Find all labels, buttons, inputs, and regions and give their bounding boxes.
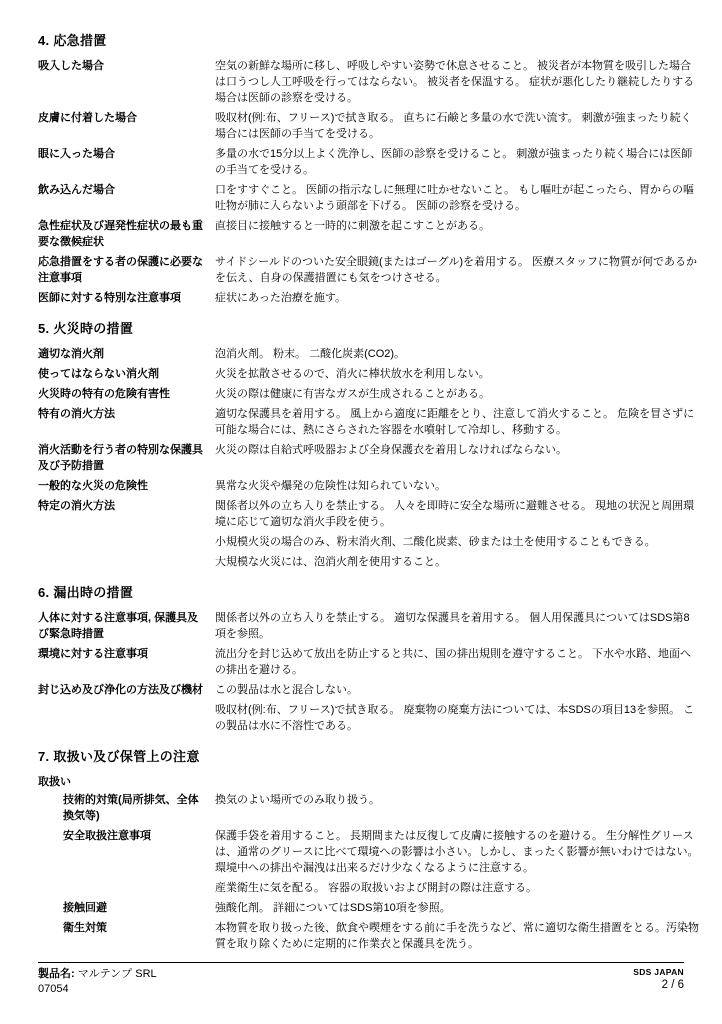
field-row — [38, 682, 700, 734]
field-row — [38, 366, 700, 382]
field-value — [215, 442, 700, 458]
field-value — [215, 110, 700, 142]
field-paragraph: 火災の際は自給式呼吸器および全身保護衣を着用しなければならない。 — [215, 444, 567, 456]
field-row — [38, 498, 700, 570]
field-row — [38, 346, 700, 362]
field-label: 吸入した場合 — [38, 60, 104, 72]
footer-brand: SDS JAPAN — [633, 967, 684, 977]
field-label: 医師に対する特別な注意事項 — [38, 292, 181, 304]
field-row — [38, 290, 700, 306]
field-paragraph: 流出分を封じ込めて放出を防止すると共に、国の排出規則を遵守すること。 下水や水路、地面への排出を避ける。 — [215, 648, 692, 676]
field-row — [38, 254, 700, 286]
page-number: 2 / 6 — [661, 979, 684, 991]
field-paragraph: 強酸化剤。 詳細についてはSDS第10項を参照。 — [215, 902, 451, 914]
product-code: 07054 — [38, 983, 69, 995]
field-value — [215, 646, 700, 678]
sds-section — [38, 318, 700, 570]
field-label: 接触回避 — [63, 902, 107, 914]
field-label: 特有の消火方法 — [38, 408, 115, 420]
field-paragraph: 小規模火災の場合のみ、粉末消火剤、二酸化炭素、砂または土を使用することもできる。 — [215, 536, 656, 548]
field-label: 衛生対策 — [63, 922, 107, 934]
field-value — [215, 828, 700, 896]
sds-section — [38, 746, 700, 952]
footer-page-block — [633, 967, 684, 992]
field-paragraph: 大規模な火災には、泡消火剤を使用すること。 — [215, 556, 446, 568]
field-paragraph: 多量の水で15分以上よく洗浄し、医師の診察を受けること。 刺激が強まったり続く場合には医師の手当てを受ける。 — [215, 148, 693, 176]
field-value — [215, 792, 700, 808]
field-label: 適切な消火剤 — [38, 348, 104, 360]
field-row — [38, 610, 700, 642]
field-label: 安全取扱注意事項 — [63, 830, 151, 842]
field-row — [38, 646, 700, 678]
field-paragraph: 吸収材(例:布、フリース)で拭き取る。 直ちに石鹸と多量の水で洗い流す。 刺激が強まったり続く場合には医師の手当てを受ける。 — [215, 112, 692, 140]
field-value — [215, 498, 700, 570]
field-paragraph: 火災を拡散させるので、消火に棒状放水を利用しない。 — [215, 368, 490, 380]
section-title: 5. 火災時の措置 — [38, 321, 134, 336]
field-label: 皮膚に付着した場合 — [38, 112, 137, 124]
group-row — [38, 774, 700, 790]
field-row — [38, 920, 700, 952]
sds-sections — [38, 30, 700, 952]
field-paragraph: 産業衛生に気を配る。 容器の取扱いおよび開封の際は注意する。 — [215, 882, 538, 894]
field-value — [215, 146, 700, 178]
field-paragraph: 保護手袋を着用すること。 長期間または反復して皮膚に接触するのを避ける。 生分解性グリースは、通常のグリースに比べて環境への影響は小さい。しかし、まったく影響が無いわけではない。環境中への排出や漏洩は出来るだけ少なくなるように注意する。 — [215, 830, 699, 874]
field-row — [38, 792, 700, 824]
field-row — [38, 900, 700, 916]
field-row — [38, 828, 700, 896]
section-title: 7. 取扱い及び保管上の注意 — [38, 749, 200, 764]
field-paragraph: 適切な保護具を着用する。 風上から適度に距離をとり、注意して消火すること。 危険を冒さずに可能な場合には、熱にさらされた容器を水噴射して冷却し、移動する。 — [215, 408, 695, 436]
field-value — [215, 366, 700, 382]
field-value — [215, 610, 700, 642]
field-label: 急性症状及び遅発性症状の最も重要な徴候症状 — [38, 220, 203, 248]
field-value — [215, 478, 700, 494]
page-footer — [38, 962, 684, 997]
sds-section — [38, 582, 700, 734]
field-paragraph: 異常な火災や爆発の危険性は知られていない。 — [215, 480, 446, 492]
field-value — [215, 386, 700, 402]
field-row — [38, 386, 700, 402]
field-value — [215, 682, 700, 734]
field-value — [215, 182, 700, 214]
field-label: 使ってはならない消火剤 — [38, 368, 159, 380]
section-title: 4. 応急措置 — [38, 33, 107, 48]
field-label: 環境に対する注意事項 — [38, 648, 148, 660]
field-paragraph: 火災の際は健康に有害なガスが生成されることがある。 — [215, 388, 490, 400]
field-label: 飲み込んだ場合 — [38, 184, 115, 196]
footer-product-block — [38, 967, 157, 997]
field-value — [215, 218, 700, 234]
field-row — [38, 146, 700, 178]
field-paragraph: 換気のよい場所でのみ取り扱う。 — [215, 794, 380, 806]
field-paragraph: 関係者以外の立ち入りを禁止する。 適切な保護具を着用する。 個人用保護具についてはSDS第8項を参照。 — [215, 612, 690, 640]
field-row — [38, 406, 700, 438]
product-name-label: 製品名: — [38, 968, 75, 980]
field-label: 応急措置をする者の保護に必要な注意事項 — [38, 256, 203, 284]
field-row — [38, 478, 700, 494]
field-row — [38, 58, 700, 106]
field-label: 特定の消火方法 — [38, 500, 115, 512]
field-paragraph: 泡消火剤。 粉末。 二酸化炭素(CO2)。 — [215, 348, 406, 360]
field-row — [38, 442, 700, 474]
section-title: 6. 漏出時の措置 — [38, 585, 134, 600]
field-row — [38, 218, 700, 250]
field-paragraph: 本物質を取り扱った後、飲食や喫煙をする前に手を洗うなど、常に適切な衛生措置をとる。汚染物質を取り除くために定期的に作業衣と保護具を洗う。 — [215, 922, 699, 950]
field-paragraph: 症状にあった治療を施す。 — [215, 292, 347, 304]
field-paragraph: 直接目に接触すると一時的に刺激を起こすことがある。 — [215, 220, 490, 232]
field-label: 封じ込め及び浄化の方法及び機材 — [38, 684, 203, 696]
field-label: 人体に対する注意事項, 保護具及び緊急時措置 — [38, 612, 199, 640]
sds-section — [38, 30, 700, 306]
field-label: 技術的対策(局所排気、全体換気等) — [63, 794, 199, 822]
field-value — [215, 290, 700, 306]
field-value — [215, 406, 700, 438]
field-paragraph: 吸収材(例:布、フリース)で拭き取る。 廃棄物の廃棄方法については、本SDSの項目13を参照。 この製品は水に不溶性である。 — [215, 704, 695, 732]
field-value — [215, 58, 700, 106]
footer-product-line — [38, 967, 157, 982]
field-paragraph: 口をすすぐこと。 医師の指示なしに無理に吐かせないこと。 もし嘔吐が起こったら、胃からの嘔吐物が肺に入らないよう頭部を下げる。 医師の診察を受ける。 — [215, 184, 694, 212]
product-name-value: マルテンプ SRL — [77, 968, 157, 980]
field-value — [215, 254, 700, 286]
field-label: 一般的な火災の危険性 — [38, 480, 148, 492]
field-label: 取扱い — [38, 776, 71, 788]
field-paragraph: サイドシールドのついた安全眼鏡(またはゴーグル)を着用する。 医療スタッフに物質が何であるかを伝え、自身の保護措置にも気をつけさせる。 — [215, 256, 698, 284]
field-paragraph: この製品は水と混合しない。 — [215, 684, 358, 696]
field-label: 火災時の特有の危険有害性 — [38, 388, 170, 400]
field-row — [38, 110, 700, 142]
field-value — [215, 900, 700, 916]
field-paragraph: 関係者以外の立ち入りを禁止する。 人々を即時に安全な場所に避難させる。 現地の状況と周囲環境に応じて適切な消火手段を使う。 — [215, 500, 695, 528]
field-value — [215, 920, 700, 952]
field-label: 消火活動を行う者の特別な保護具及び予防措置 — [38, 444, 203, 472]
field-row — [38, 182, 700, 214]
field-value — [215, 346, 700, 362]
field-label: 眼に入った場合 — [38, 148, 115, 160]
field-paragraph: 空気の新鮮な場所に移し、呼吸しやすい姿勢で休息させること。 被災者が本物質を吸引した場合は口うつし人工呼吸を行ってはならない。 被災者を保温する。 症状が悪化したり継続したりする場合は医師の診察を受ける。 — [215, 60, 695, 104]
